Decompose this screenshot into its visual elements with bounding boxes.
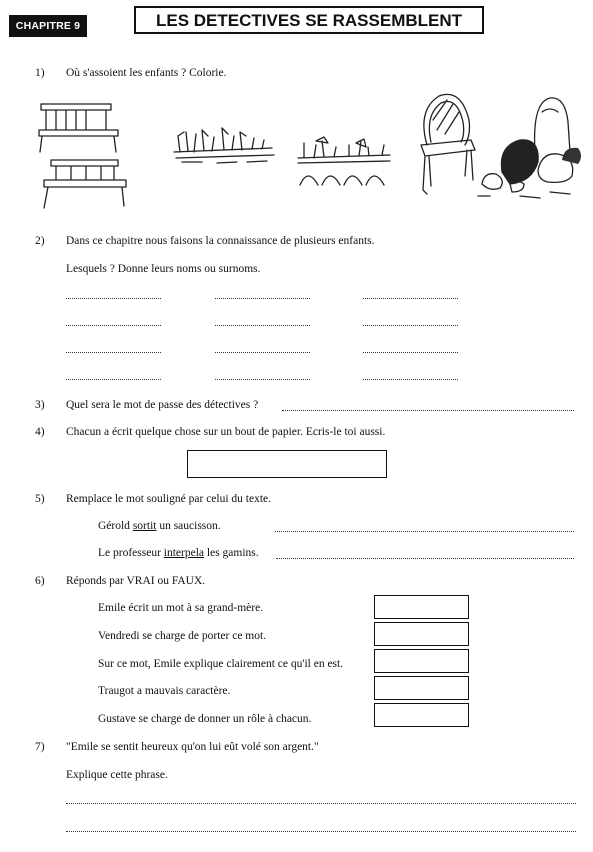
fence-icon[interactable] — [172, 122, 277, 167]
name-line[interactable] — [66, 379, 161, 380]
note-answer-box[interactable] — [187, 450, 387, 478]
name-line[interactable] — [363, 325, 458, 326]
q6-number: 6) — [35, 575, 45, 587]
q6-statement: Traugot a mauvais caractère. — [98, 685, 231, 697]
q6-text: Réponds par VRAI ou FAUX. — [66, 575, 206, 587]
q1-number: 1) — [35, 67, 45, 79]
title-box — [134, 6, 484, 34]
rocks-icon[interactable] — [480, 92, 580, 202]
name-line[interactable] — [215, 298, 310, 299]
q4-text: Chacun a écrit quelque chose sur un bout de papier. Ecris-le toi aussi. — [66, 426, 386, 438]
true-false-box[interactable] — [374, 676, 469, 700]
q6-statement: Sur ce mot, Emile explique clairement ce qu'il en est. — [98, 658, 344, 670]
q4-number: 4) — [35, 426, 45, 438]
wall-icon[interactable] — [294, 133, 394, 188]
q5-answer-line-1[interactable] — [275, 531, 574, 532]
name-line[interactable] — [215, 379, 310, 380]
q6-statement: Vendredi se charge de porter ce mot. — [98, 630, 267, 642]
q5-answer-line-2[interactable] — [276, 558, 574, 559]
underlined-word: interpela — [163, 547, 205, 559]
benches-icon[interactable] — [36, 100, 131, 210]
q3-text: Quel sera le mot de passe des détectives ? — [66, 399, 259, 411]
true-false-box[interactable] — [374, 622, 469, 646]
q7-answer-line-2[interactable] — [66, 831, 576, 832]
true-false-box[interactable] — [374, 703, 469, 727]
q1-text: Où s'assoient les enfants ? Colorie. — [66, 67, 227, 79]
q7-answer-line-1[interactable] — [66, 803, 576, 804]
name-line[interactable] — [363, 352, 458, 353]
q2-text: Dans ce chapitre nous faisons la connaissance de plusieurs enfants. — [66, 235, 375, 247]
name-line[interactable] — [363, 298, 458, 299]
q5-text: Remplace le mot souligné par celui du texte. — [66, 493, 272, 505]
name-line[interactable] — [66, 352, 161, 353]
true-false-box[interactable] — [374, 649, 469, 673]
name-line[interactable] — [363, 379, 458, 380]
q7-quote: "Emile se sentit heureux qu'on lui eût volé son argent." — [66, 741, 319, 753]
q6-statement: Gustave se charge de donner un rôle à chacun. — [98, 713, 312, 725]
underlined-word: sortit — [132, 520, 157, 532]
name-line[interactable] — [66, 298, 161, 299]
q7-subtext: Explique cette phrase. — [66, 769, 168, 781]
q3-number: 3) — [35, 399, 45, 411]
q2-subtext: Lesquels ? Donne leurs noms ou surnoms. — [66, 263, 261, 275]
name-line[interactable] — [66, 325, 161, 326]
q7-number: 7) — [35, 741, 45, 753]
page-title: LES DETECTIVES SE RASSEMBLENT — [155, 11, 463, 30]
chair-icon[interactable] — [413, 90, 478, 200]
q2-number: 2) — [35, 235, 45, 247]
chapter-label: CHAPITRE 9 — [9, 15, 87, 37]
q5-sentence-1: Gérold sortit un saucisson. — [98, 520, 221, 532]
q5-number: 5) — [35, 493, 45, 505]
name-line[interactable] — [215, 352, 310, 353]
q5-sentence-2: Le professeur interpela les gamins. — [98, 547, 259, 559]
true-false-box[interactable] — [374, 595, 469, 619]
q6-statement: Emile écrit un mot à sa grand-mère. — [98, 602, 264, 614]
password-answer-line[interactable] — [282, 410, 574, 411]
name-line[interactable] — [215, 325, 310, 326]
